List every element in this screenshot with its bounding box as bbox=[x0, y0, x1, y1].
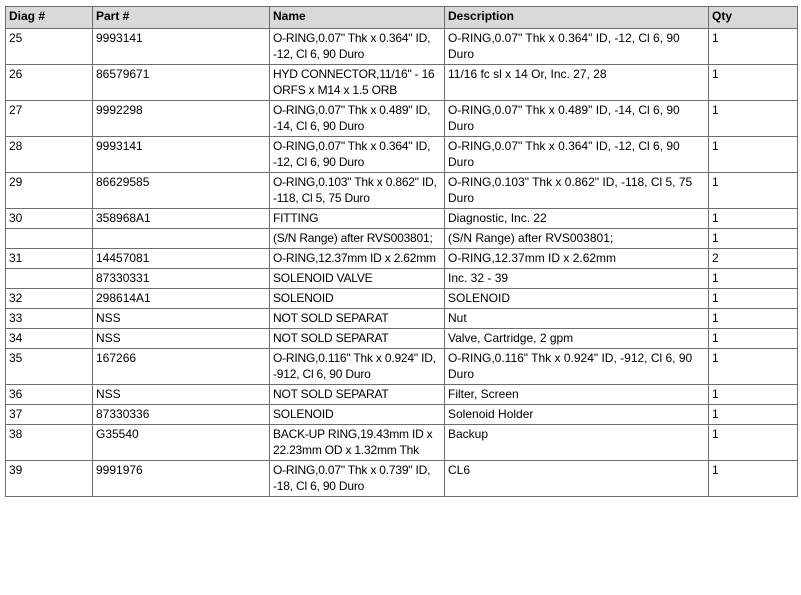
qty-cell: 1 bbox=[709, 229, 798, 249]
diag-cell bbox=[6, 269, 93, 289]
part-number-cell: 86629585 bbox=[93, 173, 270, 209]
table-row bbox=[6, 425, 798, 461]
table-row bbox=[6, 101, 798, 137]
diag-cell: 35 bbox=[6, 349, 93, 385]
description-cell: O-RING,0.07" Thk x 0.364" ID, -12, Cl 6, 90 Duro bbox=[445, 137, 709, 173]
diag-cell: 38 bbox=[6, 425, 93, 461]
qty-cell: 1 bbox=[709, 385, 798, 405]
diag-cell: 29 bbox=[6, 173, 93, 209]
table-row bbox=[6, 29, 798, 65]
diag-cell: 37 bbox=[6, 405, 93, 425]
qty-cell: 1 bbox=[709, 461, 798, 497]
part-number-cell: 167266 bbox=[93, 349, 270, 385]
table-row bbox=[6, 249, 798, 269]
qty-cell: 1 bbox=[709, 329, 798, 349]
name-cell: SOLENOID bbox=[270, 289, 445, 309]
name-cell: O-RING,0.116" Thk x 0.924" ID, -912, Cl 6, 90 Duro bbox=[270, 349, 445, 385]
part-number-cell: 9992298 bbox=[93, 101, 270, 137]
description-cell: O-RING,12.37mm ID x 2.62mm bbox=[445, 249, 709, 269]
part-number-cell: 14457081 bbox=[93, 249, 270, 269]
description-cell: O-RING,0.116" Thk x 0.924" ID, -912, Cl 6, 90 Duro bbox=[445, 349, 709, 385]
diag-cell: 27 bbox=[6, 101, 93, 137]
name-cell: SOLENOID VALVE bbox=[270, 269, 445, 289]
part-number-cell: G35540 bbox=[93, 425, 270, 461]
description-cell: Inc. 32 - 39 bbox=[445, 269, 709, 289]
diag-cell: 31 bbox=[6, 249, 93, 269]
part-number-cell: 9993141 bbox=[93, 29, 270, 65]
diag-cell: 28 bbox=[6, 137, 93, 173]
column-header-diag: Diag # bbox=[6, 7, 93, 29]
column-header-name: Name bbox=[270, 7, 445, 29]
column-header-qty: Qty bbox=[709, 7, 798, 29]
table-row bbox=[6, 65, 798, 101]
name-cell: (S/N Range) after RVS003801; bbox=[270, 229, 445, 249]
part-number-cell: 9993141 bbox=[93, 137, 270, 173]
diag-cell: 33 bbox=[6, 309, 93, 329]
description-cell: Backup bbox=[445, 425, 709, 461]
table-row bbox=[6, 209, 798, 229]
diag-cell: 30 bbox=[6, 209, 93, 229]
description-cell: O-RING,0.07" Thk x 0.364" ID, -12, Cl 6, 90 Duro bbox=[445, 29, 709, 65]
diag-cell: 25 bbox=[6, 29, 93, 65]
name-cell: NOT SOLD SEPARAT bbox=[270, 329, 445, 349]
part-number-cell bbox=[93, 229, 270, 249]
table-row bbox=[6, 329, 798, 349]
table-body bbox=[6, 29, 798, 497]
diag-cell: 36 bbox=[6, 385, 93, 405]
name-cell: O-RING,0.07" Thk x 0.364" ID, -12, Cl 6, 90 Duro bbox=[270, 137, 445, 173]
part-number-cell: 86579671 bbox=[93, 65, 270, 101]
qty-cell: 1 bbox=[709, 173, 798, 209]
qty-cell: 1 bbox=[709, 65, 798, 101]
part-number-cell: NSS bbox=[93, 309, 270, 329]
table-row bbox=[6, 385, 798, 405]
name-cell: SOLENOID bbox=[270, 405, 445, 425]
description-cell: Solenoid Holder bbox=[445, 405, 709, 425]
table-row bbox=[6, 349, 798, 385]
description-cell: O-RING,0.103" Thk x 0.862" ID, -118, Cl 5, 75 Duro bbox=[445, 173, 709, 209]
name-cell: O-RING,12.37mm ID x 2.62mm bbox=[270, 249, 445, 269]
qty-cell: 1 bbox=[709, 29, 798, 65]
column-header-description: Description bbox=[445, 7, 709, 29]
part-number-cell: 87330336 bbox=[93, 405, 270, 425]
table-row bbox=[6, 173, 798, 209]
table-row bbox=[6, 289, 798, 309]
table-row bbox=[6, 309, 798, 329]
part-number-cell: NSS bbox=[93, 385, 270, 405]
diag-cell: 39 bbox=[6, 461, 93, 497]
part-number-cell: 358968A1 bbox=[93, 209, 270, 229]
description-cell: 11/16 fc sl x 14 Or, Inc. 27, 28 bbox=[445, 65, 709, 101]
table-row bbox=[6, 405, 798, 425]
name-cell: FITTING bbox=[270, 209, 445, 229]
table-row bbox=[6, 269, 798, 289]
part-number-cell: NSS bbox=[93, 329, 270, 349]
part-number-cell: 87330331 bbox=[93, 269, 270, 289]
description-cell: Diagnostic, Inc. 22 bbox=[445, 209, 709, 229]
description-cell: CL6 bbox=[445, 461, 709, 497]
qty-cell: 1 bbox=[709, 209, 798, 229]
table-row bbox=[6, 229, 798, 249]
diag-cell: 32 bbox=[6, 289, 93, 309]
name-cell: NOT SOLD SEPARAT bbox=[270, 309, 445, 329]
table-row bbox=[6, 137, 798, 173]
name-cell: O-RING,0.07" Thk x 0.489" ID, -14, Cl 6, 90 Duro bbox=[270, 101, 445, 137]
qty-cell: 2 bbox=[709, 249, 798, 269]
diag-cell: 26 bbox=[6, 65, 93, 101]
description-cell: (S/N Range) after RVS003801; bbox=[445, 229, 709, 249]
name-cell: HYD CONNECTOR,11/16" - 16 ORFS x M14 x 1.5 ORB bbox=[270, 65, 445, 101]
diag-cell: 34 bbox=[6, 329, 93, 349]
header-row bbox=[6, 7, 798, 29]
table-row bbox=[6, 461, 798, 497]
diag-cell bbox=[6, 229, 93, 249]
name-cell: O-RING,0.07" Thk x 0.364" ID, -12, Cl 6, 90 Duro bbox=[270, 29, 445, 65]
name-cell: BACK-UP RING,19.43mm ID x 22.23mm OD x 1.32mm Thk bbox=[270, 425, 445, 461]
description-cell: Nut bbox=[445, 309, 709, 329]
qty-cell: 1 bbox=[709, 405, 798, 425]
description-cell: O-RING,0.07" Thk x 0.489" ID, -14, Cl 6, 90 Duro bbox=[445, 101, 709, 137]
description-cell: Filter, Screen bbox=[445, 385, 709, 405]
qty-cell: 1 bbox=[709, 269, 798, 289]
column-header-part: Part # bbox=[93, 7, 270, 29]
qty-cell: 1 bbox=[709, 309, 798, 329]
name-cell: O-RING,0.103" Thk x 0.862" ID, -118, Cl 5, 75 Duro bbox=[270, 173, 445, 209]
description-cell: Valve, Cartridge, 2 gpm bbox=[445, 329, 709, 349]
description-cell: SOLENOID bbox=[445, 289, 709, 309]
qty-cell: 1 bbox=[709, 349, 798, 385]
qty-cell: 1 bbox=[709, 289, 798, 309]
parts-table bbox=[5, 6, 798, 497]
part-number-cell: 9991976 bbox=[93, 461, 270, 497]
qty-cell: 1 bbox=[709, 425, 798, 461]
parts-list-container bbox=[5, 6, 798, 497]
qty-cell: 1 bbox=[709, 137, 798, 173]
part-number-cell: 298614A1 bbox=[93, 289, 270, 309]
qty-cell: 1 bbox=[709, 101, 798, 137]
name-cell: NOT SOLD SEPARAT bbox=[270, 385, 445, 405]
name-cell: O-RING,0.07" Thk x 0.739" ID, -18, Cl 6, 90 Duro bbox=[270, 461, 445, 497]
